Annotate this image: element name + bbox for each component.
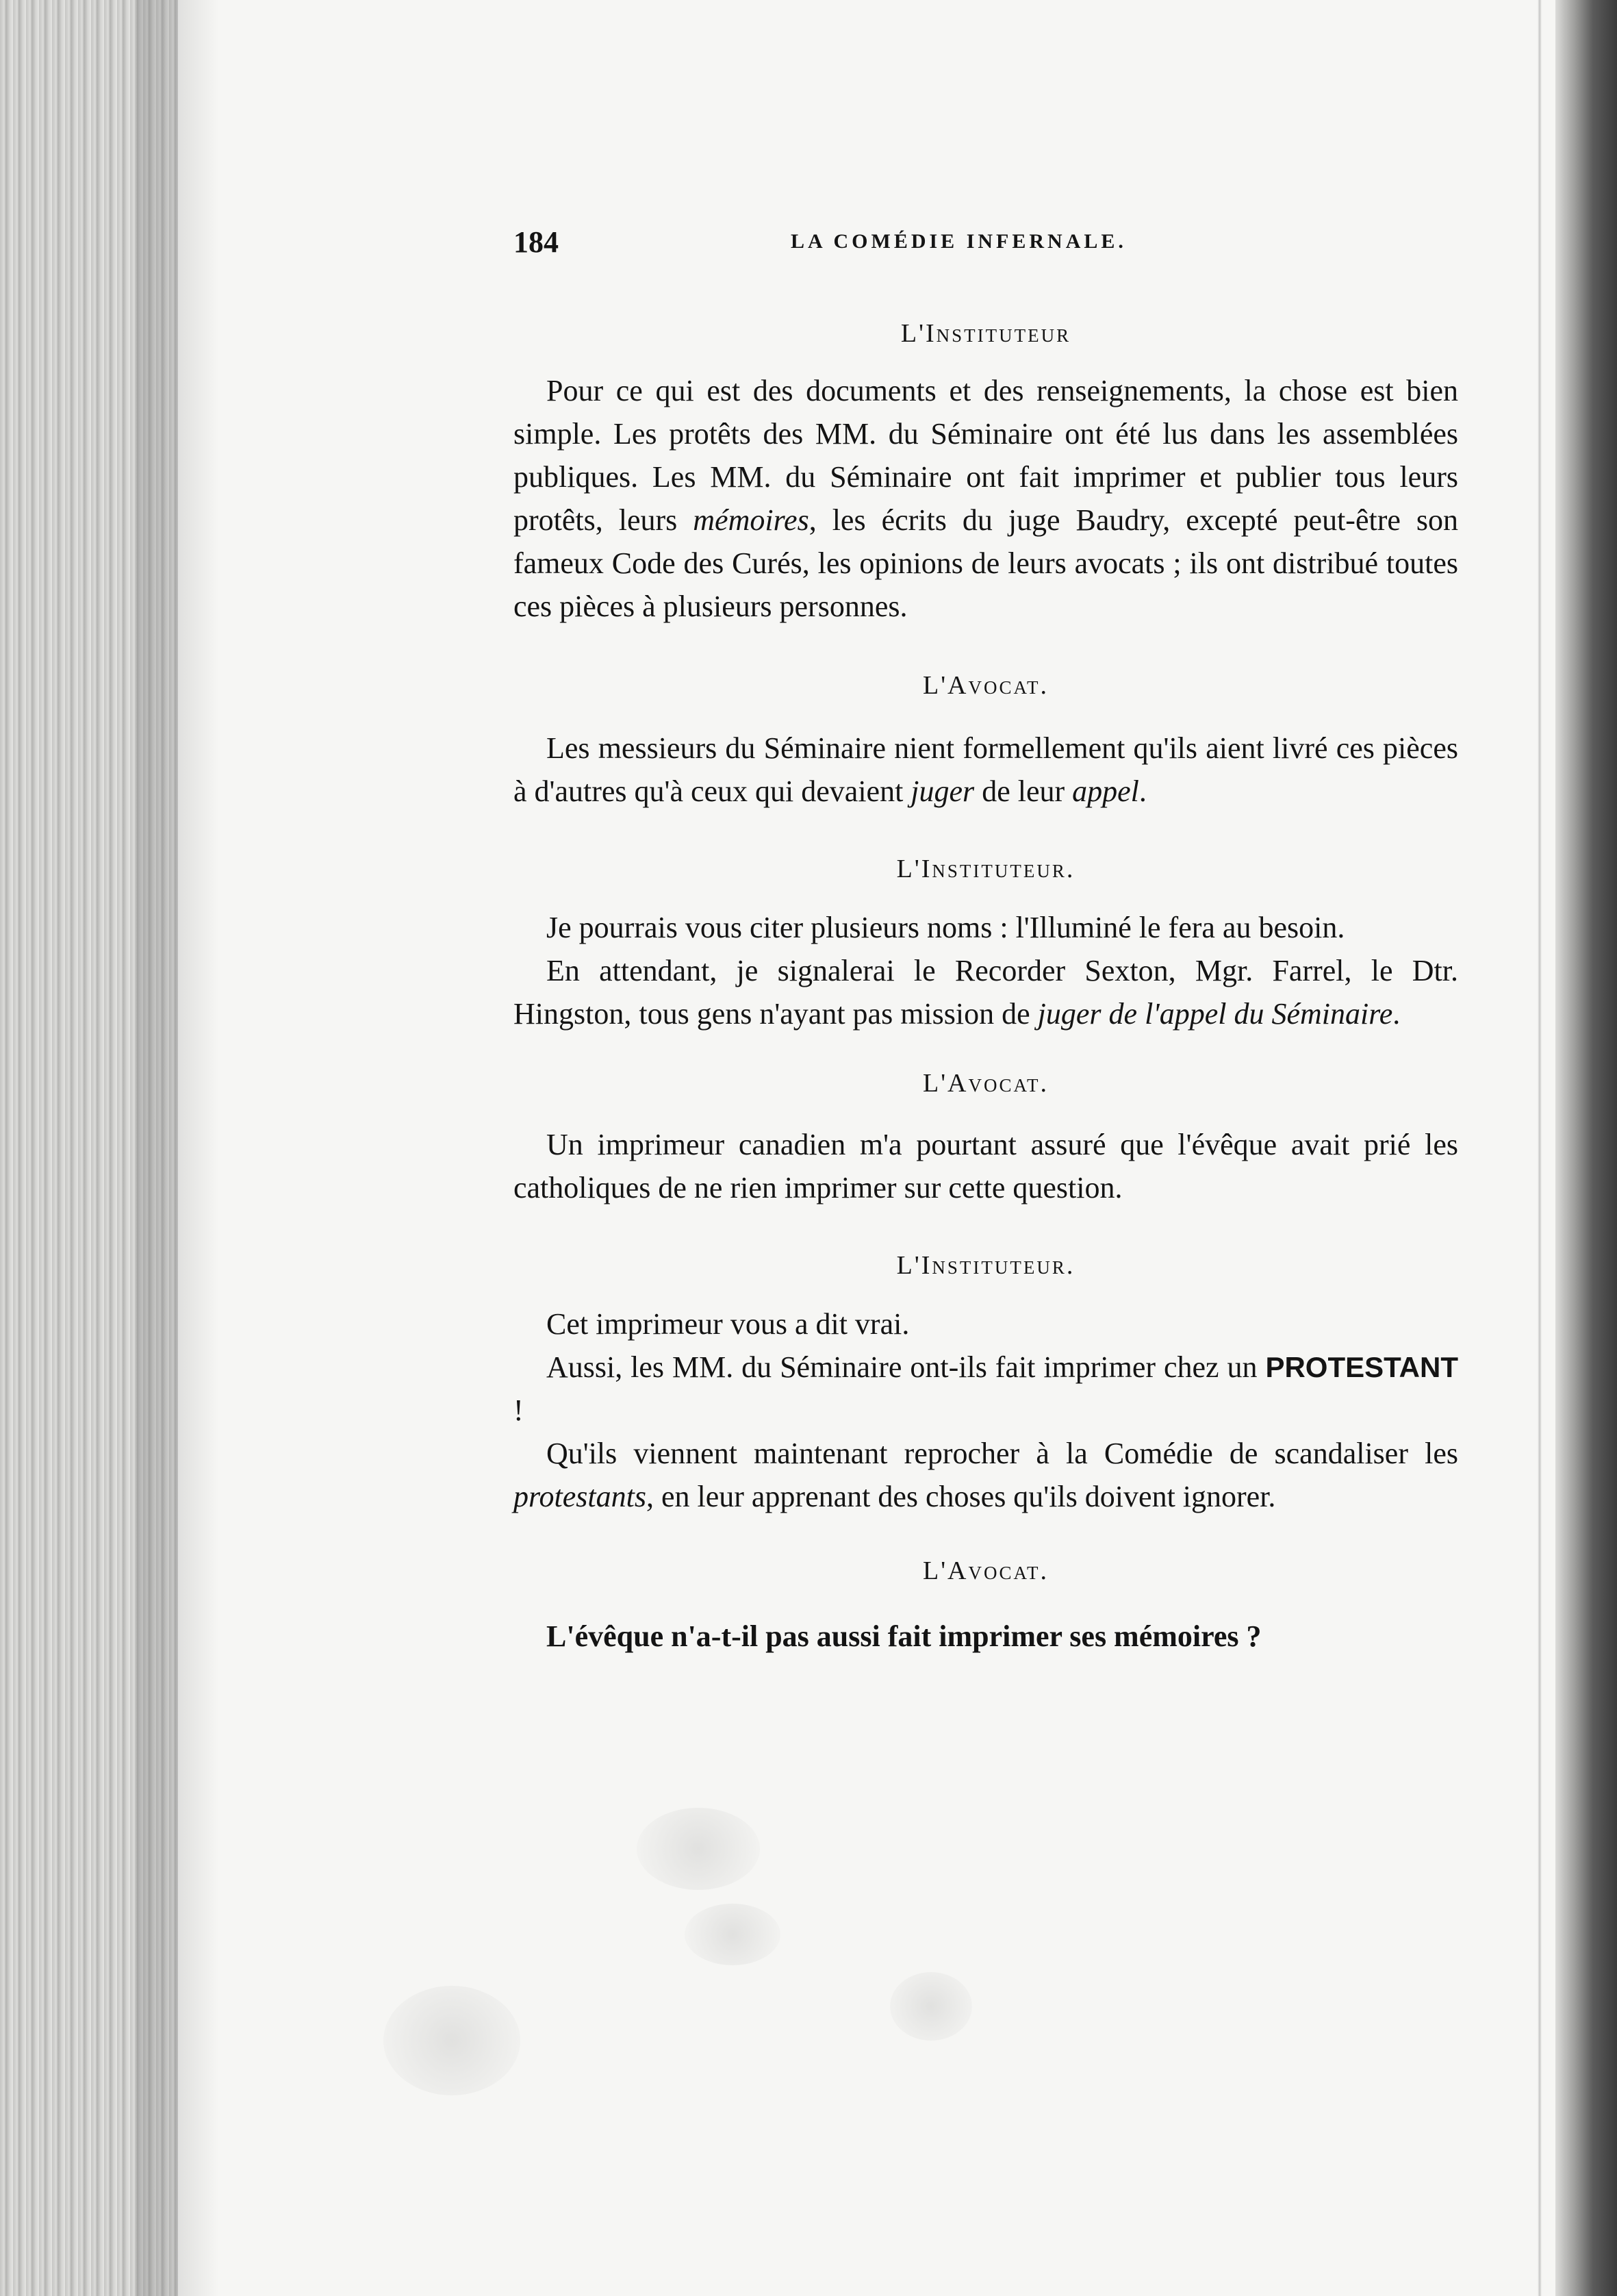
text-block [513, 205, 1458, 1658]
running-head [513, 205, 1458, 259]
dialogue-paragraph [513, 1302, 1458, 1346]
dialogue-paragraph [513, 1615, 1458, 1658]
page-number: 184 [513, 225, 559, 259]
speaker-heading: L'Avocat. [922, 1556, 1049, 1585]
dialogue-paragraph [513, 906, 1458, 949]
paper-stain [383, 1986, 520, 2095]
speaker-heading: L'Instituteur. [896, 1251, 1075, 1280]
text-run: , les écrits du juge Baudry, excepté peut-être son fameux Code des Curés, les opinions de leurs avocats ; ils ont distribué toutes ces pièces à plusieurs personnes. [513, 503, 1458, 623]
text-run: Cet imprimeur vous a dit vrai. [546, 1307, 910, 1341]
text-run: Pour ce qui est des documents et des renseignements, la chose est bien simple. Les protêts des MM. du Séminaire ont été lus dans les assemblées publiques. Les MM. du Séminaire ont fait imprimer et publier tous leurs protêts, leurs [513, 374, 1458, 537]
speaker-heading: L'Instituteur. [896, 855, 1075, 883]
running-title: LA COMÉDIE INFERNALE. [791, 230, 1127, 253]
dialogue-paragraph [513, 949, 1458, 1035]
italic-text: juger de l'appel du Séminaire [1037, 997, 1393, 1031]
dialogue-paragraph [513, 369, 1458, 628]
text-run: Qu'ils viennent maintenant reprocher à la Comédie de scandaliser les [546, 1437, 1458, 1470]
dialogue-paragraph [513, 1346, 1458, 1432]
italic-text: protestants [513, 1480, 646, 1513]
text-run: Aussi, les MM. du Séminaire ont-ils fait imprimer chez un [546, 1350, 1266, 1384]
text-run: En attendant, je signalerai le Recorder Sexton, Mgr. Farrel, le Dtr. Hingston, tous gens n'ayant pas mission de [513, 954, 1458, 1031]
page-fold-line [1538, 0, 1542, 2296]
dialogue [513, 318, 1458, 1658]
text-run: . [1138, 774, 1147, 808]
speaker-heading: L'Avocat. [922, 1069, 1049, 1098]
paper-stain [685, 1904, 780, 1965]
page-binding-edge-right [1555, 0, 1617, 2296]
dialogue-paragraph [513, 1123, 1458, 1209]
text-run: . [1392, 997, 1401, 1031]
italic-text: appel [1072, 774, 1139, 808]
speaker-heading: L'Instituteur [900, 319, 1071, 348]
text-run: L'évêque n'a-t-il pas aussi fait imprimer ses mémoires ? [546, 1619, 1262, 1653]
paper-stain [890, 1972, 972, 2041]
page-shadow-left [137, 0, 219, 2296]
emphasized-word: PROTESTANT [1265, 1351, 1458, 1383]
text-run: Un imprimeur canadien m'a pourtant assuré que l'évêque avait prié les catholiques de ne rien imprimer sur cette question. [513, 1128, 1458, 1204]
dialogue-paragraph [513, 1432, 1458, 1518]
text-run: Je pourrais vous citer plusieurs noms : l'Illuminé le fera au besoin. [546, 911, 1345, 944]
paper-stain [637, 1808, 760, 1890]
text-run: , en leur apprenant des choses qu'ils doivent ignorer. [646, 1480, 1276, 1513]
italic-text: juger [911, 774, 975, 808]
text-run: Les messieurs du Séminaire nient formellement qu'ils aient livré ces pièces à d'autres qu'à ceux qui devaient [513, 731, 1458, 808]
text-run: ! [513, 1393, 524, 1427]
speaker-heading: L'Avocat. [922, 671, 1049, 700]
text-run: de leur [974, 774, 1073, 808]
italic-text: mémoires [693, 503, 809, 537]
dialogue-paragraph [513, 727, 1458, 813]
